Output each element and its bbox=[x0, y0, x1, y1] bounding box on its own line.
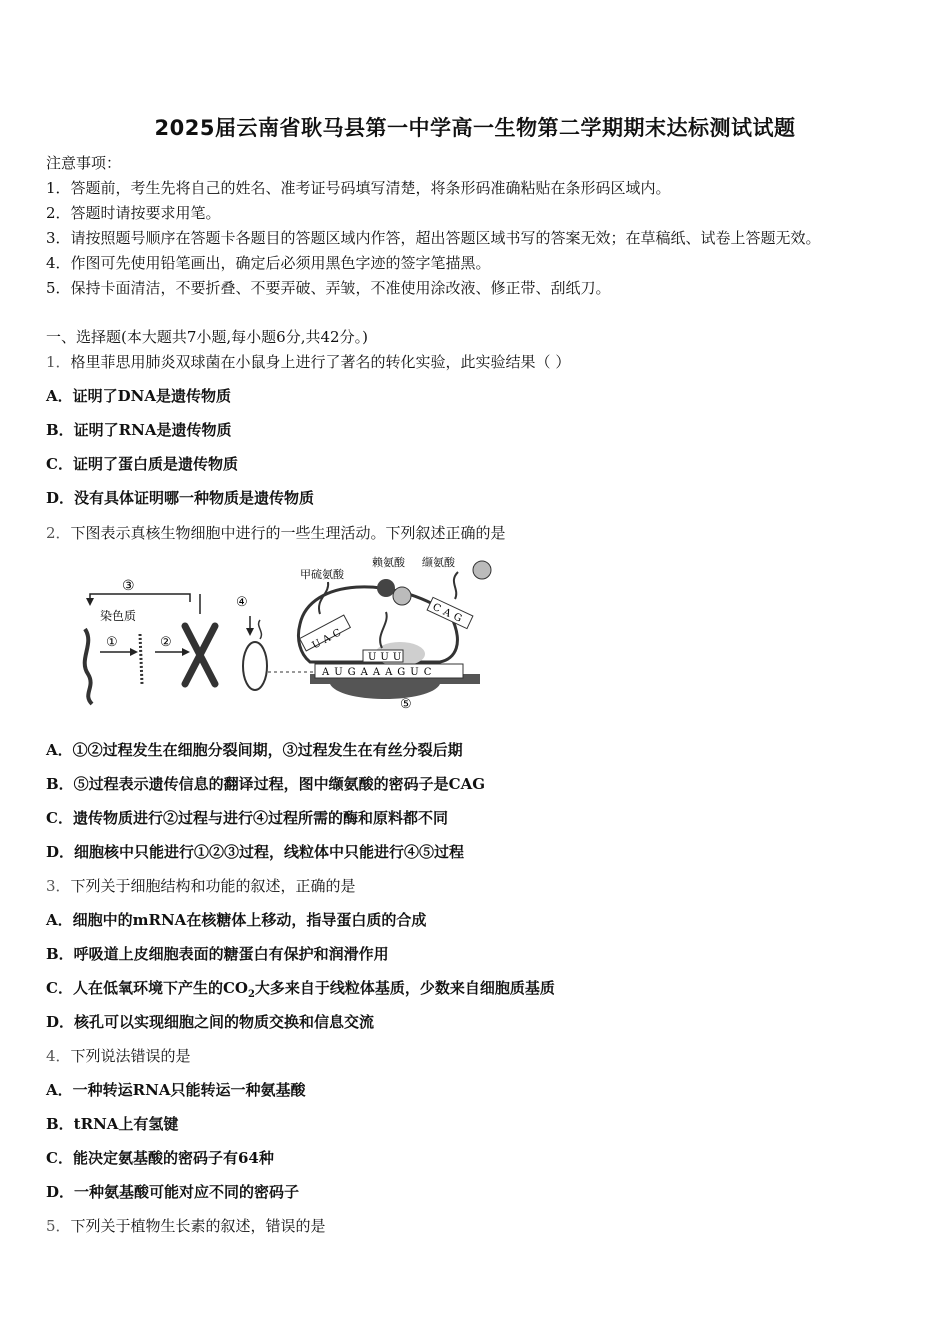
question-number: 5． bbox=[46, 1217, 71, 1235]
gene-expression-figure bbox=[60, 554, 510, 714]
notice-heading: 注意事项： bbox=[46, 154, 122, 172]
question-text: 下图表示真核生物细胞中进行的一些生理活动。下列叙述正确的是 bbox=[70, 524, 506, 542]
option: A．证明了DNA是遗传物质 bbox=[46, 387, 231, 405]
question-stem bbox=[46, 875, 356, 896]
notice-item: 5．保持卡面清洁，不要折叠、不要弄破、弄皱，不准使用涂改液、修正带、刮纸刀。 bbox=[46, 279, 611, 297]
option: D．一种氨基酸可能对应不同的密码子 bbox=[46, 1183, 300, 1201]
option: A．细胞中的mRNA在核糖体上移动，指导蛋白质的合成 bbox=[46, 911, 427, 929]
chromatid bbox=[140, 634, 142, 684]
arrow-head bbox=[182, 648, 190, 656]
option bbox=[46, 977, 555, 1000]
question-text: 下列关于细胞结构和功能的叙述，正确的是 bbox=[70, 877, 356, 895]
question-text: 下列说法错误的是 bbox=[70, 1047, 191, 1065]
lysine-bead bbox=[393, 587, 411, 605]
amino-acid-3: 缬氨酸 bbox=[422, 556, 455, 569]
option-text: C．人在低氧环境下产生的CO bbox=[46, 979, 248, 997]
option: A．一种转运RNA只能转运一种氨基酸 bbox=[46, 1081, 306, 1099]
label-3: ③ bbox=[122, 578, 135, 594]
question-number: 2． bbox=[46, 524, 71, 542]
question-stem bbox=[46, 1045, 191, 1066]
option: D．细胞核中只能进行①②③过程，线粒体中只能进行④⑤过程 bbox=[46, 843, 465, 861]
mitochondrion bbox=[243, 642, 267, 690]
option: C．遗传物质进行②过程与进行④过程所需的酶和原料都不同 bbox=[46, 809, 448, 827]
option: A．①②过程发生在细胞分裂间期，③过程发生在有丝分裂后期 bbox=[46, 741, 463, 759]
option: C．能决定氨基酸的密码子有64种 bbox=[46, 1149, 274, 1167]
label-2: ② bbox=[160, 635, 172, 650]
notice-item: 3．请按照题号顺序在答题卡各题目的答题区域内作答，超出答题区域书写的答案无效；在草稿纸、试卷上答题无效。 bbox=[46, 229, 821, 247]
chromosome-x bbox=[185, 626, 215, 684]
page-title: 2025届云南省耿马县第一中学高一生物第二学期期末达标测试试题 bbox=[154, 116, 796, 140]
notice-item: 2．答题时请按要求用笔。 bbox=[46, 204, 221, 222]
notice-item: 1．答题前，考生先将自己的姓名、准考证号码填写清楚，将条形码准确粘贴在条形码区域内。 bbox=[46, 179, 671, 197]
anticodon-3: CAG bbox=[430, 601, 467, 627]
label-4: ④ bbox=[236, 595, 248, 610]
arrow-head bbox=[246, 628, 254, 636]
option: C．证明了蛋白质是遗传物质 bbox=[46, 455, 238, 473]
replication-loop-arrow bbox=[90, 594, 190, 602]
chromatin-strand bbox=[85, 629, 92, 704]
dna-strand bbox=[259, 620, 262, 639]
amino-acid-1: 甲硫氨酸 bbox=[300, 568, 344, 581]
option: B．⑤过程表示遗传信息的翻译过程，图中缬氨酸的密码子是CAG bbox=[46, 775, 486, 793]
label-1: ① bbox=[106, 635, 118, 650]
option: B．证明了RNA是遗传物质 bbox=[46, 421, 232, 439]
question-number: 3． bbox=[46, 877, 71, 895]
trna-3 bbox=[454, 572, 458, 599]
option: D．核孔可以实现细胞之间的物质交换和信息交流 bbox=[46, 1013, 375, 1031]
question-text: 下列关于植物生长素的叙述，错误的是 bbox=[70, 1217, 326, 1235]
question-stem bbox=[46, 351, 570, 372]
option-text-tail: 大多来自于线粒体基质，少数来自细胞质基质 bbox=[254, 979, 555, 997]
question-stem bbox=[46, 1215, 326, 1236]
anticodon-1: UAC bbox=[310, 625, 347, 652]
methionine-bead bbox=[377, 579, 395, 597]
section-heading: 一、选择题(本大题共7小题,每小题6分,共42分。) bbox=[46, 328, 368, 346]
arrow-head bbox=[86, 598, 94, 606]
label-5: ⑤ bbox=[400, 697, 412, 712]
arrow-head bbox=[130, 648, 138, 656]
mrna-sequence: AUGAAAGUC bbox=[322, 667, 437, 678]
notice-item: 4．作图可先使用铅笔画出，确定后必须用黑色字迹的签字笔描黑。 bbox=[46, 254, 491, 272]
question-text: 格里菲思用肺炎双球菌在小鼠身上进行了著名的转化实验，此实验结果（ ） bbox=[70, 353, 571, 371]
subscript: 2 bbox=[247, 989, 255, 1000]
chromatin-label: 染色质 bbox=[100, 609, 137, 623]
option: B．tRNA上有氢键 bbox=[46, 1115, 179, 1133]
option: B．呼吸道上皮细胞表面的糖蛋白有保护和润滑作用 bbox=[46, 945, 389, 963]
question-number: 4． bbox=[46, 1047, 71, 1065]
question-number: 1． bbox=[46, 353, 71, 371]
amino-acid-2: 赖氨酸 bbox=[372, 556, 405, 569]
question-stem bbox=[46, 522, 506, 543]
anticodon-2: UUU bbox=[368, 652, 406, 663]
option: D．没有具体证明哪一种物质是遗传物质 bbox=[46, 489, 315, 507]
valine-bead bbox=[473, 561, 491, 579]
